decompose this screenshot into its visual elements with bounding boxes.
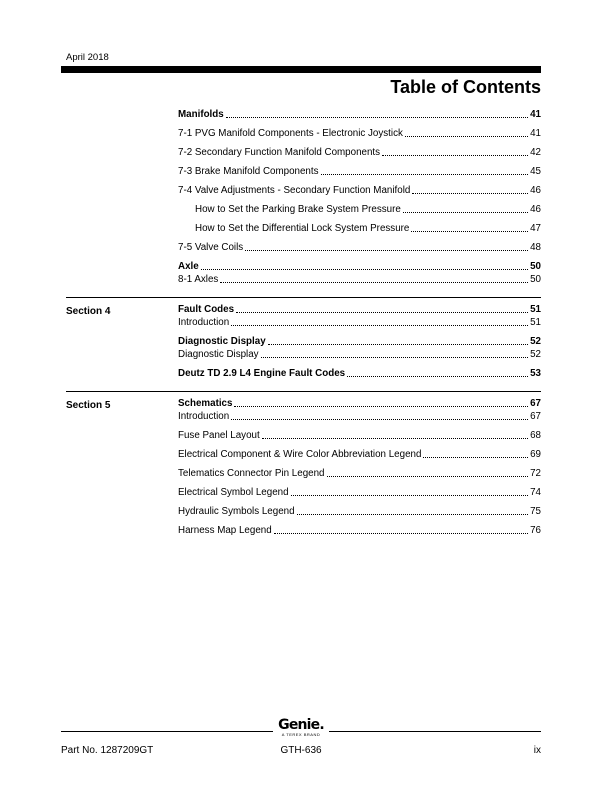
toc-leader-dots <box>268 344 528 345</box>
terex-tagline: A TEREX BRAND <box>281 732 321 737</box>
toc-leader-dots <box>412 193 528 194</box>
toc-entry-title: Introduction <box>178 317 230 328</box>
toc-entry-title: Harness Map Legend <box>178 525 272 536</box>
toc-entry-page: 74 <box>530 487 541 498</box>
toc-entry-page: 52 <box>530 336 541 347</box>
toc-leader-dots <box>291 495 529 496</box>
footer-rule <box>61 719 541 737</box>
toc-entry-title: Hydraulic Symbols Legend <box>178 506 295 517</box>
toc-leader-dots <box>423 457 528 458</box>
toc-entry-page: 41 <box>530 109 541 120</box>
toc-entry[interactable] <box>178 147 541 158</box>
toc-entry[interactable] <box>178 411 541 422</box>
model-number: GTH-636 <box>280 745 322 756</box>
toc-entry[interactable] <box>178 368 541 379</box>
toc-leader-dots <box>274 533 528 534</box>
toc-leader-dots <box>327 476 529 477</box>
toc-entry-page: 75 <box>530 506 541 517</box>
toc-entry-title: How to Set the Differential Lock System Pressure <box>195 223 410 234</box>
toc-entry-title: Introduction <box>178 411 230 422</box>
toc-entry-page: 53 <box>530 368 541 379</box>
toc-entry-page: 76 <box>530 525 541 536</box>
toc-entry[interactable] <box>178 109 541 120</box>
toc-entry-page: 50 <box>530 274 541 285</box>
toc-entry[interactable] <box>178 304 541 315</box>
toc-entry-title: 7-5 Valve Coils <box>178 242 244 253</box>
toc-entry-title: Deutz TD 2.9 L4 Engine Fault Codes <box>178 368 346 379</box>
genie-wordmark: Genie. <box>278 717 324 733</box>
toc-entry-title: Axle <box>178 261 199 272</box>
toc-entry-title: Telematics Connector Pin Legend <box>178 468 325 479</box>
toc-leader-dots <box>262 438 528 439</box>
toc-entry-page: 47 <box>530 223 541 234</box>
toc-entry-page: 51 <box>530 317 541 328</box>
toc-entry-page: 41 <box>530 128 541 139</box>
toc-entry[interactable] <box>178 317 541 328</box>
footer-text-row <box>61 745 541 757</box>
toc-entry-title: 7-4 Valve Adjustments - Secondary Function Manifold <box>178 185 411 196</box>
toc-section-block <box>66 391 541 536</box>
toc-entry[interactable] <box>178 398 541 409</box>
toc-entry-title: 7-1 PVG Manifold Components - Electronic Joystick <box>178 128 403 139</box>
toc <box>66 109 541 536</box>
toc-entry-page: 67 <box>530 411 541 422</box>
toc-entry-page: 46 <box>530 185 541 196</box>
toc-entry[interactable] <box>178 261 541 272</box>
toc-entry-title: Diagnostic Display <box>178 336 266 347</box>
toc-leader-dots <box>261 357 529 358</box>
toc-entry[interactable] <box>178 430 541 441</box>
toc-leader-dots <box>220 282 528 283</box>
toc-entry-page: 45 <box>530 166 541 177</box>
section-label: Section 5 <box>66 400 111 411</box>
footer-rule-right <box>329 719 541 732</box>
toc-section-block <box>66 297 541 379</box>
toc-entry-page: 51 <box>530 304 541 315</box>
toc-leader-dots <box>245 250 528 251</box>
toc-leader-dots <box>321 174 529 175</box>
toc-entry-page: 50 <box>530 261 541 272</box>
toc-entry-title: Diagnostic Display <box>178 349 259 360</box>
toc-entry-title: How to Set the Parking Brake System Pressure <box>195 204 401 215</box>
toc-entry[interactable] <box>178 468 541 479</box>
toc-rows <box>178 304 541 379</box>
toc-leader-dots <box>236 312 528 313</box>
page-footer <box>61 719 541 757</box>
toc-leader-dots <box>297 514 529 515</box>
toc-entry-title: Electrical Component & Wire Color Abbreviation Legend <box>178 449 422 460</box>
toc-entry-page: 42 <box>530 147 541 158</box>
toc-entry[interactable] <box>178 223 541 234</box>
page-number: ix <box>533 745 541 756</box>
toc-entry-title: 7-2 Secondary Function Manifold Components <box>178 147 381 158</box>
header-date: April 2018 <box>66 52 109 63</box>
toc-entry-title: 7-3 Brake Manifold Components <box>178 166 319 177</box>
toc-rows <box>178 109 541 285</box>
toc-entry[interactable] <box>178 128 541 139</box>
toc-entry-title: 8-1 Axles <box>178 274 219 285</box>
section-label: Section 4 <box>66 306 111 317</box>
toc-entry-page: 72 <box>530 468 541 479</box>
toc-leader-dots <box>403 212 528 213</box>
toc-entry-page: 67 <box>530 398 541 409</box>
toc-entry[interactable] <box>178 525 541 536</box>
toc-leader-dots <box>405 136 528 137</box>
toc-leader-dots <box>347 376 528 377</box>
toc-entry-title: Manifolds <box>178 109 224 120</box>
toc-entry[interactable] <box>178 349 541 360</box>
toc-leader-dots <box>382 155 528 156</box>
toc-leader-dots <box>201 269 528 270</box>
genie-logo <box>278 719 324 737</box>
toc-leader-dots <box>231 325 528 326</box>
toc-section-block <box>66 109 541 285</box>
toc-entry[interactable] <box>178 204 541 215</box>
toc-entry[interactable] <box>178 185 541 196</box>
part-number: Part No. 1287209GT <box>61 745 154 756</box>
toc-entry-title: Fault Codes <box>178 304 235 315</box>
toc-entry-title: Schematics <box>178 398 233 409</box>
toc-entry-title: Electrical Symbol Legend <box>178 487 289 498</box>
toc-leader-dots <box>231 419 528 420</box>
toc-leader-dots <box>226 117 528 118</box>
toc-entry[interactable] <box>178 449 541 460</box>
toc-entry[interactable] <box>178 487 541 498</box>
toc-leader-dots <box>411 231 528 232</box>
toc-entry-page: 52 <box>530 349 541 360</box>
toc-entry[interactable] <box>178 274 541 285</box>
header-bar <box>61 66 541 73</box>
toc-entry[interactable] <box>178 336 541 347</box>
toc-entry[interactable] <box>178 242 541 253</box>
footer-rule-left <box>61 719 273 732</box>
toc-entry-page: 68 <box>530 430 541 441</box>
toc-leader-dots <box>234 406 528 407</box>
toc-entry[interactable] <box>178 166 541 177</box>
page-title: Table of Contents <box>390 77 541 97</box>
toc-entry-page: 69 <box>530 449 541 460</box>
toc-entry-page: 48 <box>530 242 541 253</box>
toc-entry[interactable] <box>178 506 541 517</box>
toc-rows <box>178 398 541 536</box>
toc-entry-title: Fuse Panel Layout <box>178 430 260 441</box>
toc-entry-page: 46 <box>530 204 541 215</box>
